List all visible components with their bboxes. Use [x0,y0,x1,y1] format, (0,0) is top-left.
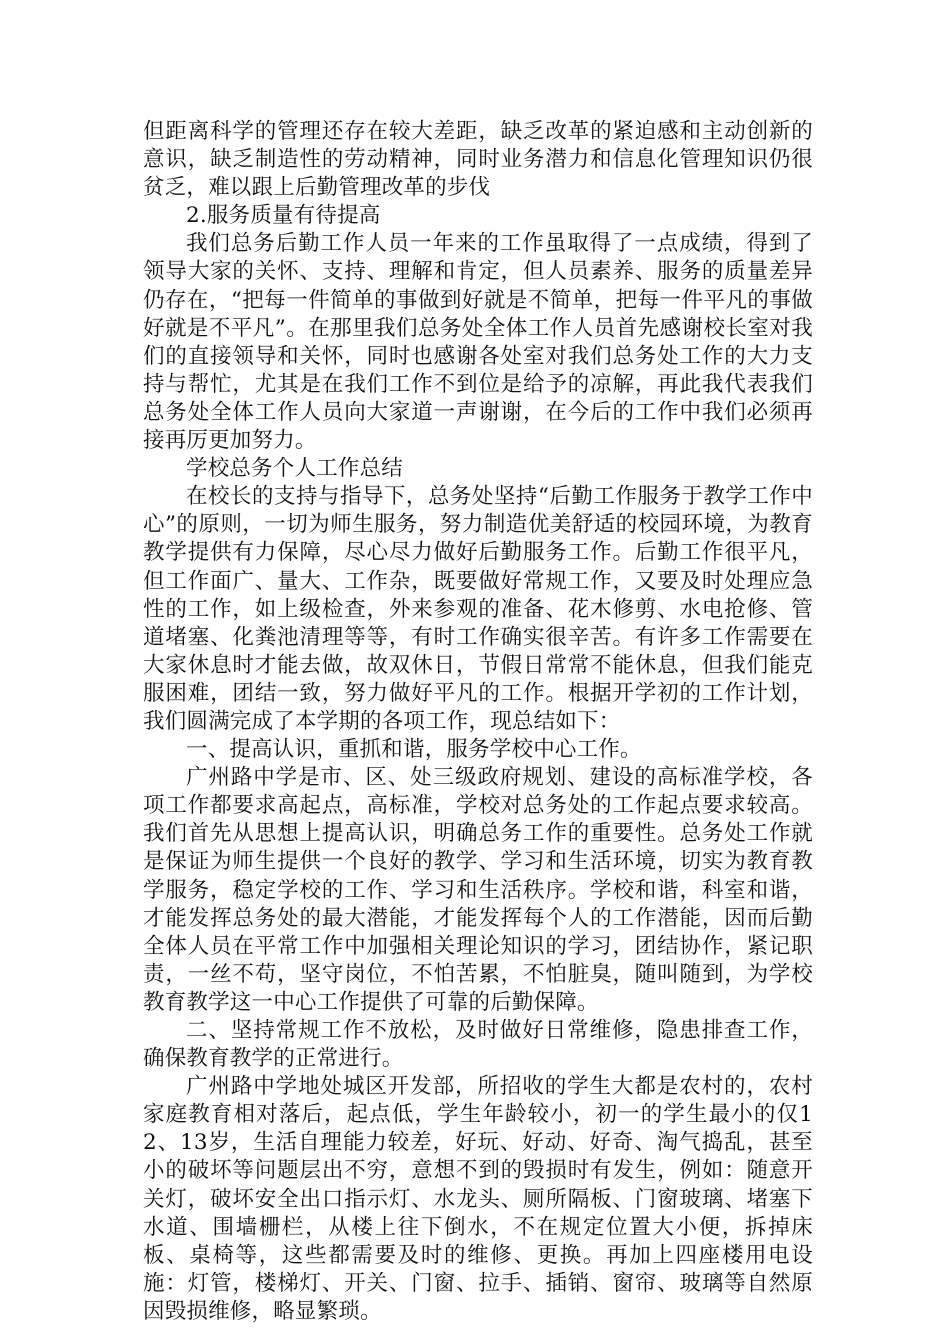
heading-section-two: 二、坚持常规工作不放松，及时做好日常维修，隐患排查工作，确保教育教学的正常进行。 [143,1018,813,1072]
heading-service-quality: 2.服务质量有待提高 [186,203,381,229]
paragraph-service-quality: 我们总务后勤工作人员一年来的工作虽取得了一点成绩，得到了领导大家的关怀、支持、理解和肯定，但人员素养、服务的质量差异仍存在，“把每一件简单的事做到好就是不简单，把每一件平凡的事做好就是不平凡”。在那里我们总务处全体工作人员首先感谢校长室对我们的直接领导和关怀，同时也感谢各处室对我们总务处工作的大力支持与帮忙，尤其是在我们工作不到位是给予的凉解，再此我代表我们总务处全体工作人员向大家道一声谢谢，在今后的工作中我们必须再接再厉更加努力。 [143,231,813,454]
document-body [143,118,813,1326]
paragraph-section-one: 广州路中学是市、区、处三级政府规划、建设的高标准学校，各项工作都要求高起点，高标准，学校对总务处的工作起点要求较高。我们首先从思想上提高认识，明确总务工作的重要性。总务处工作就是保证为师生提供一个良好的教学、学习和生活环境，切实为教育教学服务，稳定学校的工作、学习和生活秩序。学校和谐，科室和谐，才能发挥总务处的最大潜能，才能发挥每个人的工作潜能，因而后勤全体人员在平常工作中加强相关理论知识的学习，团结协作，紧记职责，一丝不苟，坚守岗位，不怕苦累，不怕脏臭，随叫随到，为学校教育教学这一中心工作提供了可靠的后勤保障。 [143,765,813,1015]
document-title: 学校总务个人工作总结 [186,456,404,482]
heading-section-one: 一、提高认识，重抓和谐，服务学校中心工作。 [186,737,642,763]
paragraph-intro: 在校长的支持与指导下，总务处坚持“后勤工作服务于教学工作中心”的原则，一切为师生服务，努力制造优美舒适的校园环境，为教育教学提供有力保障，尽心尽力做好后勤服务工作。后勤工作很平凡，但工作面广、量大、工作杂，既要做好常规工作，又要及时处理应急性的工作，如上级检查，外来参观的准备、花木修剪、水电抢修、管道堵塞、化粪池清理等等，有时工作确实很辛苦。有许多工作需要在大家休息时才能去做，故双休日，节假日常常不能休息，但我们能克服困难，团结一致，努力做好平凡的工作。根据开学初的工作计划，我们圆满完成了本学期的各项工作，现总结如下： [143,484,813,734]
paragraph-section-two: 广州路中学地处城区开发部，所招收的学生大都是农村的，农村家庭教育相对落后，起点低，学生年龄较小，初一的学生最小的仅12、13岁，生活自理能力较差，好玩、好动、好奇、淘气捣乱，甚至小的破坏等问题层出不穷，意想不到的毁损时有发生，例如：随意开关灯，破坏安全出口指示灯、水龙头、厕所隔板、门窗玻璃、堵塞下水道、围墙栅栏，从楼上往下倒水，不在规定位置大小便，拆掉床板、桌椅等，这些都需要及时的维修、更换。再加上四座楼用电设施：灯管，楼梯灯、开关、门窗、拉手、插销、窗帘、玻璃等自然原因毁损维修，略显繁琐。 [143,1074,813,1324]
paragraph-continuation: 但距离科学的管理还存在较大差距，缺乏改革的紧迫感和主动创新的意识，缺乏制造性的劳动精神，同时业务潜力和信息化管理知识仍很贫乏，难以跟上后勤管理改革的步伐 [143,119,813,201]
